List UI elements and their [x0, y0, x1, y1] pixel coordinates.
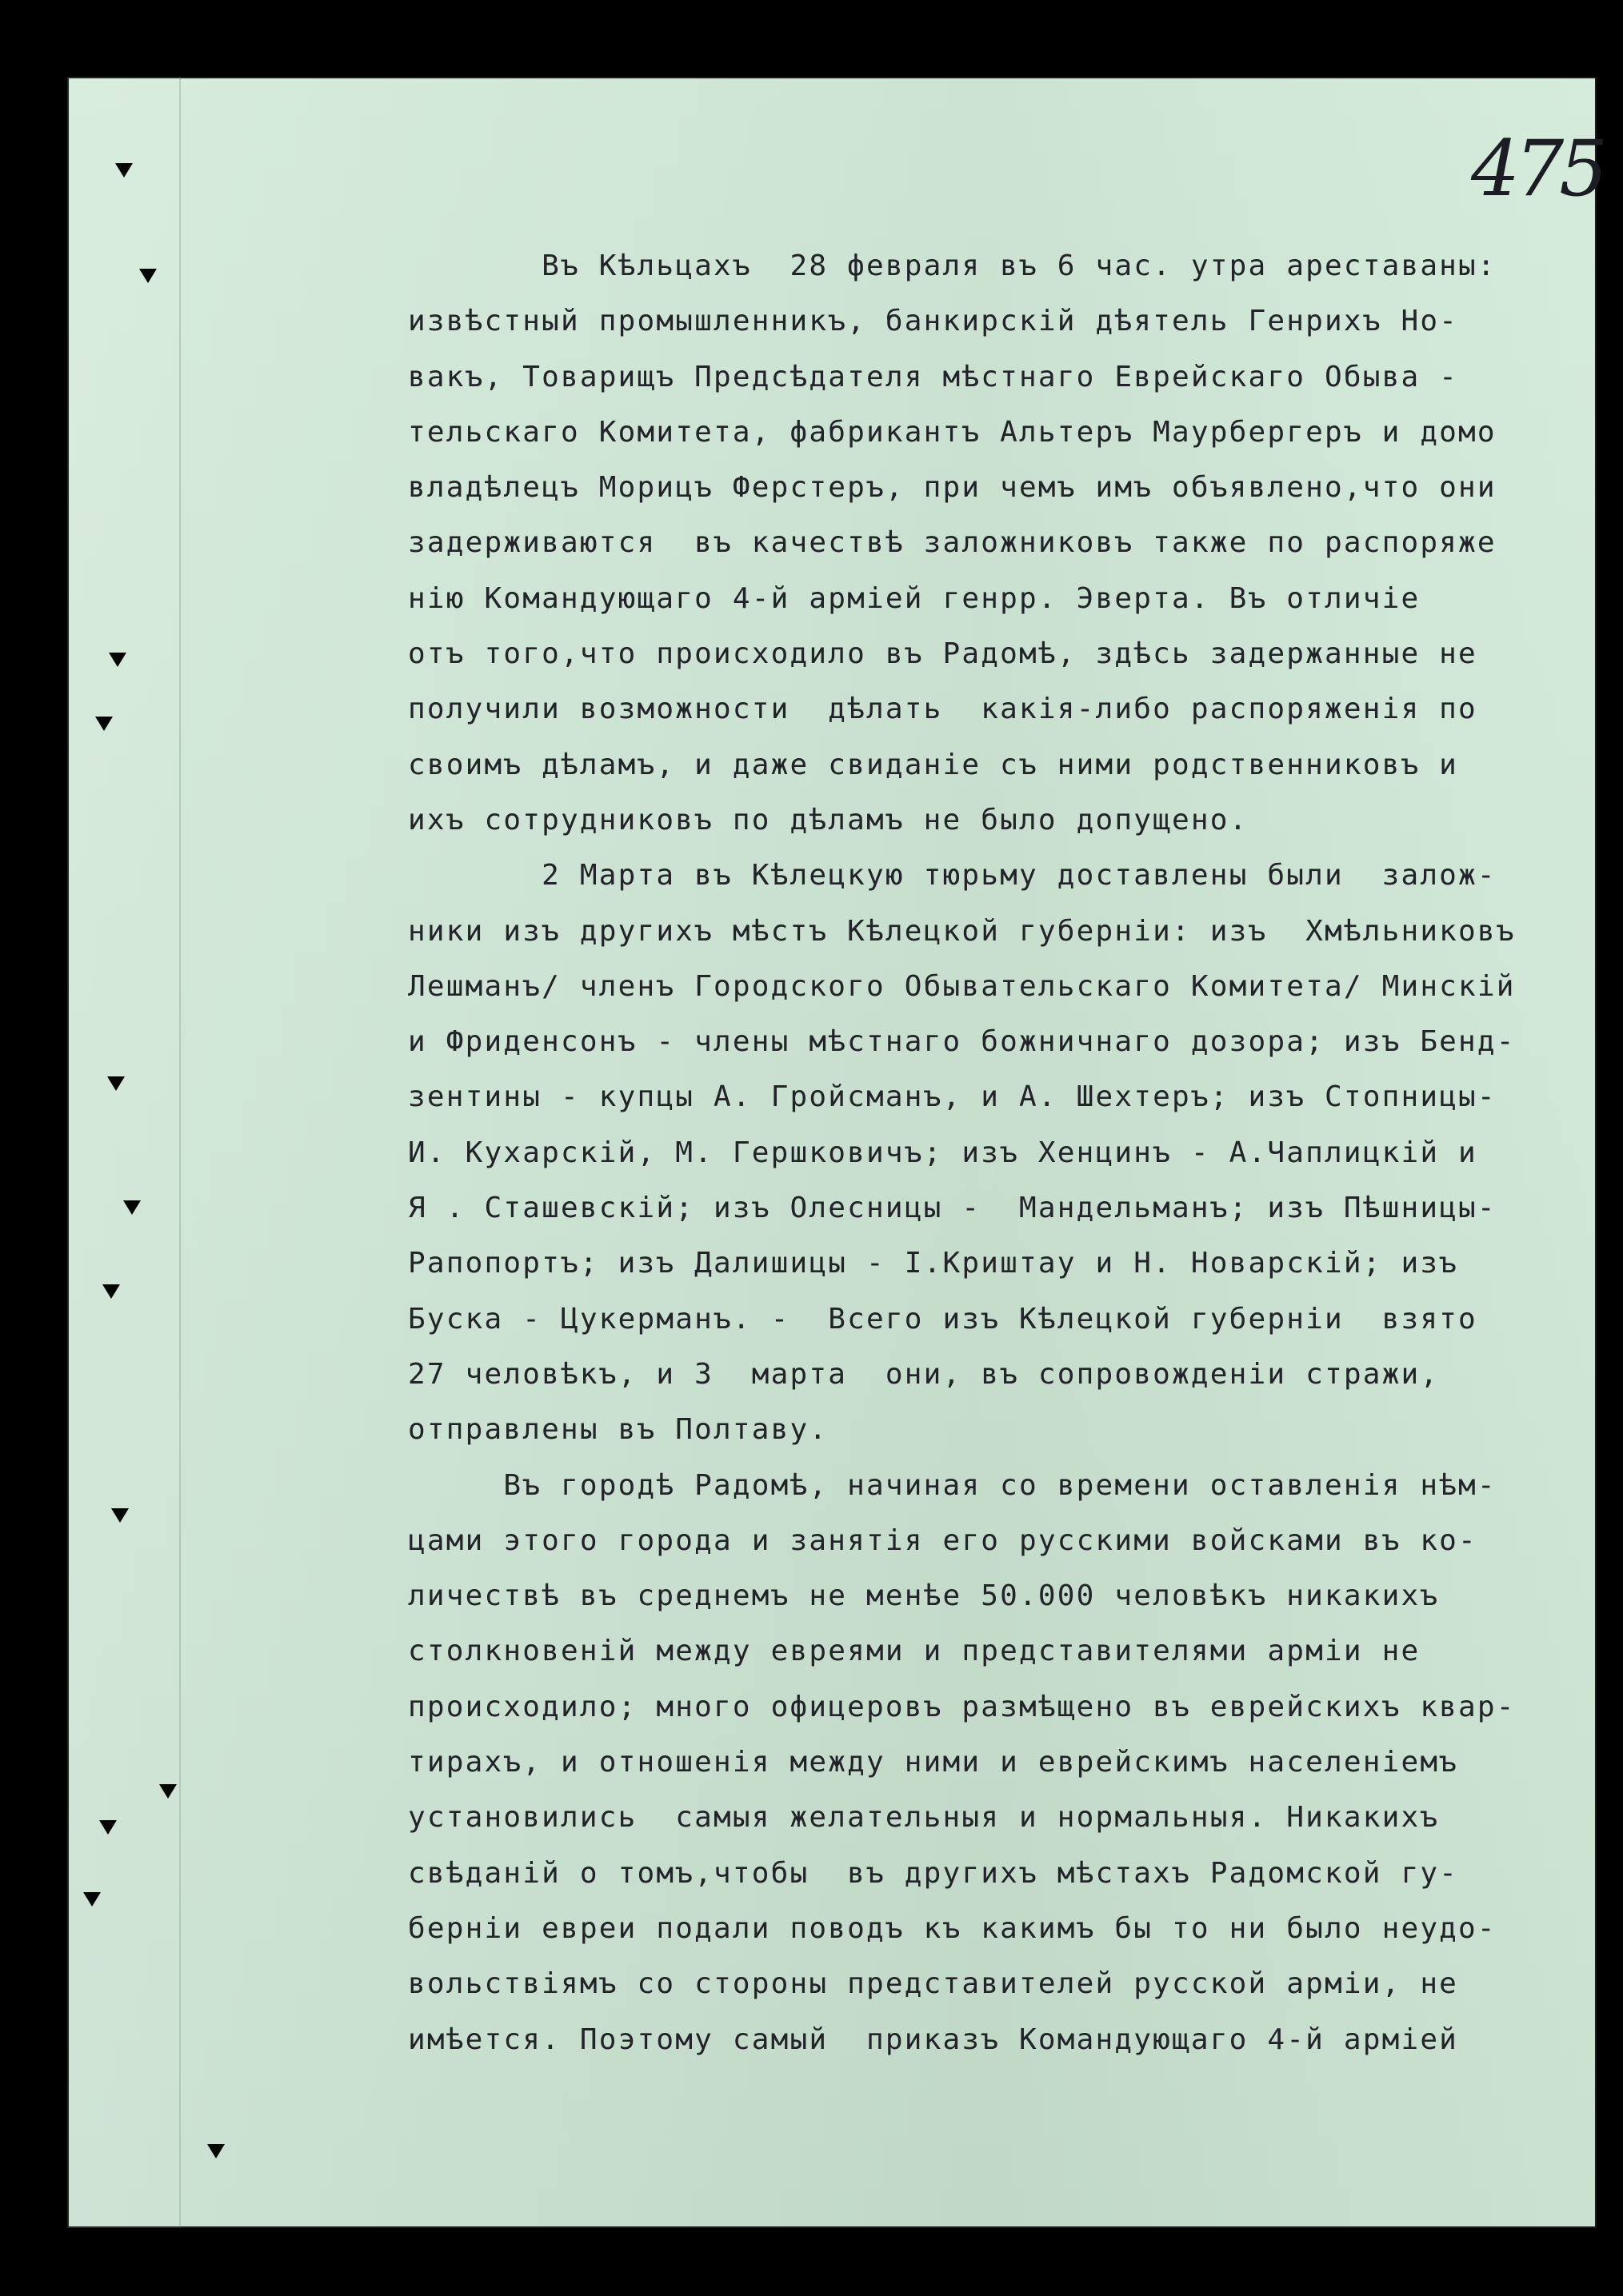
text-line: 2 Марта въ Кѣлецкую тюрьму доставлены были залож-	[408, 859, 1497, 892]
binding-hole-mark	[123, 1200, 141, 1215]
text-line: И. Кухарскій, М. Гершковичъ; изъ Хенцинъ - А.Чаплицкій и	[408, 1136, 1477, 1169]
binding-hole-mark	[83, 1892, 101, 1907]
text-line: Въ Кѣльцахъ 28 февраля въ 6 час. утра ареставаны:	[408, 250, 1497, 282]
binding-hole-mark	[102, 1284, 120, 1299]
text-line: берніи евреи подали поводъ къ какимъ бы то ни было неудо-	[408, 1911, 1497, 1945]
binding-hole-mark	[139, 269, 157, 283]
text-line: отъ того,что происходило въ Радомѣ, здѣсь задержанные не	[408, 637, 1477, 671]
text-line: имѣется. Поэтому самый приказъ Командующаго 4-й арміей	[408, 2022, 1459, 2056]
text-line: нію Командующаго 4-й арміей генрр. Эверта. Въ отличіе	[408, 581, 1421, 615]
text-line: вакъ, Товарищъ Предсѣдателя мѣстнаго Еврейскаго Обыва -	[408, 360, 1459, 393]
text-line: и Фриденсонъ - члены мѣстнаго божничнаго дозора; изъ Бенд-	[408, 1025, 1516, 1059]
text-line: отправлены въ Полтаву.	[408, 1413, 829, 1447]
text-line: 27 человѣкъ, и 3 марта они, въ сопровожденіи стражи,	[408, 1357, 1440, 1391]
text-line: Я . Сташевскій; изъ Олесницы - Мандельманъ; изъ Пѣшницы-	[408, 1192, 1497, 1225]
binding-hole-mark	[95, 717, 113, 731]
text-line: ихъ сотрудниковъ по дѣламъ не было допущено.	[408, 803, 1249, 837]
binding-hole-mark	[159, 1784, 177, 1799]
text-line: своимъ дѣламъ, и даже свиданіе съ ними родственниковъ и	[408, 748, 1459, 781]
folio-number: 475	[1471, 124, 1604, 214]
text-line: зентины - купцы А. Гройсманъ, и А. Шехтеръ; изъ Стопницы-	[408, 1080, 1497, 1114]
text-line: тирахъ, и отношенія между ними и еврейскимъ населеніемъ	[408, 1746, 1459, 1779]
text-line: столкновеній между евреями и представителями арміи не	[408, 1635, 1421, 1668]
binding-hole-mark	[109, 653, 126, 667]
text-line: цами этого города и занятія его русскими войсками въ ко-	[408, 1523, 1477, 1557]
binding-hole-mark	[107, 1076, 125, 1091]
text-line: Буска - Цукерманъ. - Всего изъ Кѣлецкой губерніи взято	[408, 1302, 1477, 1336]
text-line: вольствіямъ со стороны представителей русской арміи, не	[408, 1967, 1459, 2001]
text-line: получили возможности дѣлать какія-либо распоряженія по	[408, 693, 1477, 726]
binding-hole-mark	[111, 1508, 129, 1523]
text-line: ники изъ другихъ мѣстъ Кѣлецкой губерніи: изъ Хмѣльниковъ	[408, 914, 1516, 948]
text-line: тельскаго Комитета, фабрикантъ Альтеръ Маурбергеръ и домо	[408, 415, 1497, 449]
text-line: установились самыя желательныя и нормальныя. Никакихъ	[408, 1801, 1440, 1835]
text-line: Рапопортъ; изъ Далишицы - І.Криштау и Н. Новарскій; изъ	[408, 1247, 1459, 1280]
binding-hole-mark	[207, 2144, 225, 2158]
text-line: задерживаются въ качествѣ заложниковъ также по распоряже	[408, 526, 1497, 560]
text-line: личествѣ въ среднемъ не менѣе 50.000 человѣкъ никакихъ	[408, 1579, 1440, 1613]
binding-hole-mark	[99, 1820, 117, 1835]
text-line: происходило; много офицеровъ размѣщено въ еврейскихъ квар-	[408, 1690, 1516, 1723]
binding-hole-mark	[115, 163, 133, 178]
typewritten-text	[408, 238, 1576, 2067]
text-line: свѣданій о томъ,чтобы въ другихъ мѣстахъ Радомской гу-	[408, 1856, 1459, 1890]
text-line: Въ городѣ Радомѣ, начиная со времени оставленія нѣм-	[408, 1468, 1497, 1502]
text-line: извѣстный промышленникъ, банкирскій дѣятель Генрихъ Но-	[408, 305, 1459, 338]
text-line: Лешманъ/ членъ Городского Обывательскаго Комитета/ Минскій	[408, 969, 1516, 1003]
text-line: владѣлецъ Морицъ Ферстеръ, при чемъ имъ объявлено,что они	[408, 471, 1497, 505]
